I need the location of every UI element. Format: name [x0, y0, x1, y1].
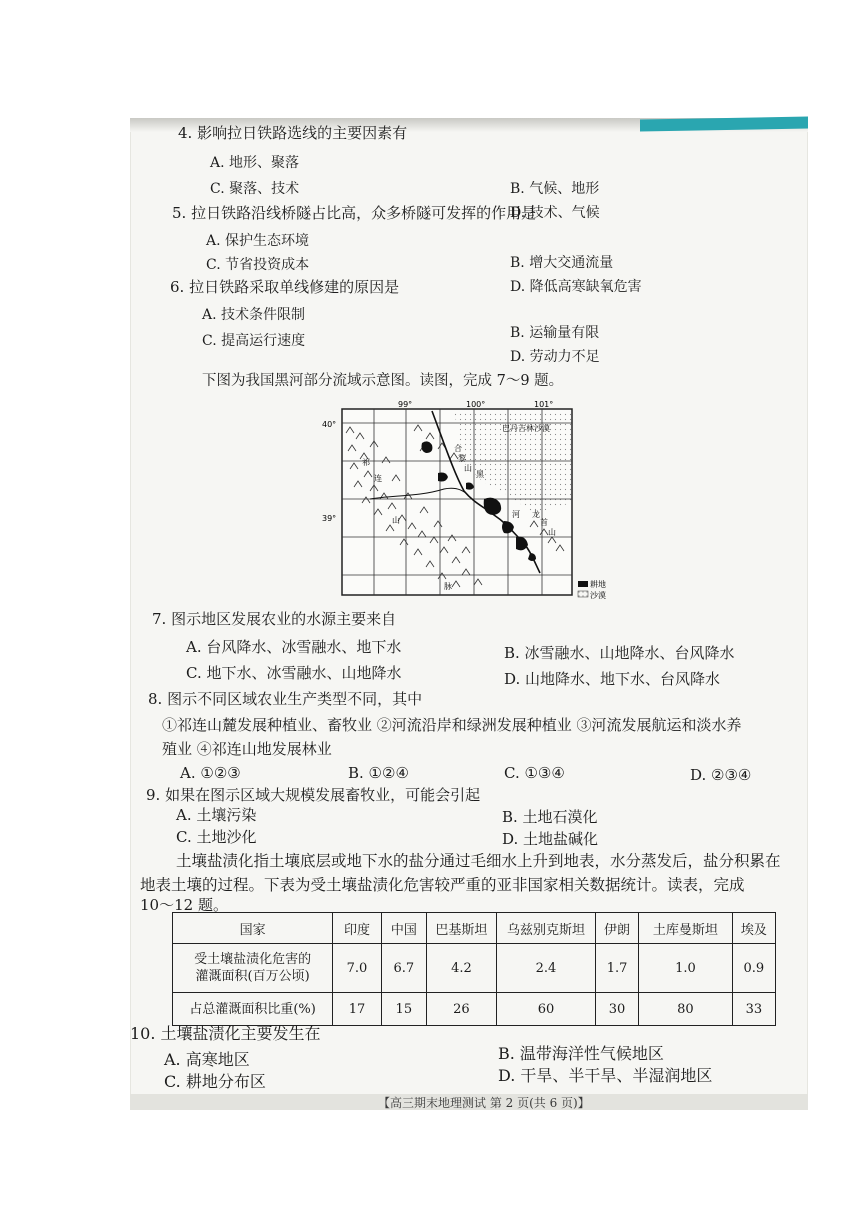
mountain-long-char-2: 首	[540, 518, 548, 527]
legend-farmland-label: 耕地	[590, 580, 606, 589]
q8-option-d: D. ②③④	[690, 766, 752, 784]
mountain-he-char-1: 合	[454, 444, 462, 453]
mountain-qi-char-3: 山	[392, 516, 400, 525]
q4-stem: 4. 影响拉日铁路选线的主要因素有	[178, 124, 408, 142]
table-intro-line1: 土壤盐渍化指土壤底层或地下水的盐分通过毛细水上升到地表，水分蒸发后，盐分积累在	[176, 852, 781, 870]
map-svg	[322, 400, 624, 601]
salinization-table	[172, 912, 776, 1026]
q9-option-c: C. 土地沙化	[176, 828, 257, 846]
q9-option-d: D. 土地盐碱化	[502, 830, 599, 848]
q8-statement-line2: 殖业 ④祁连山地发展林业	[162, 740, 332, 758]
q8-statement-line1: ①祁连山麓发展种植业、畜牧业 ②河流沿岸和绿洲发展种植业 ③河流发展航运和淡水养	[162, 716, 742, 734]
table-cell: 30	[595, 993, 638, 1026]
mountain-qi-char-1: 祁	[362, 458, 370, 467]
q4-option-b: B. 气候、地形	[510, 181, 600, 197]
q8-option-b: B. ①②④	[348, 764, 409, 782]
q10-option-b: B. 温带海洋性气候地区	[498, 1044, 664, 1063]
q8-stem: 8. 图示不同区域农业生产类型不同，其中	[148, 690, 423, 708]
q7-stem: 7. 图示地区发展农业的水源主要来自	[152, 610, 397, 628]
table-cell: 7.0	[333, 944, 382, 993]
table-cell: 2.4	[497, 944, 596, 993]
q5-option-b: B. 增大交通流量	[510, 255, 614, 271]
q5-option-a: A. 保护生态环境	[206, 233, 310, 249]
lon-label-101: 101°	[534, 400, 554, 409]
heihe-basin-map	[322, 400, 624, 601]
q10-option-c: C. 耕地分布区	[164, 1072, 266, 1091]
legend-farmland-swatch	[578, 581, 588, 587]
legend-desert-label: 沙漠	[590, 591, 606, 600]
legend-desert-swatch	[578, 591, 588, 597]
mountain-qi-char-4: 脉	[444, 582, 452, 591]
table-cell: 33	[732, 993, 775, 1026]
header-cell: 埃及	[732, 913, 775, 944]
table-cell: 0.9	[732, 944, 775, 993]
table-row	[173, 944, 776, 993]
q8-option-c: C. ①③④	[504, 764, 565, 782]
table-cell: 4.2	[426, 944, 496, 993]
table-row	[173, 993, 776, 1026]
header-cell: 土库曼斯坦	[639, 913, 733, 944]
q9-stem: 9. 如果在图示区域大规模发展畜牧业，可能会引起	[146, 786, 481, 804]
header-cell: 国家	[173, 913, 333, 944]
q6-option-a: A. 技术条件限制	[202, 307, 306, 323]
table-cell: 60	[497, 993, 596, 1026]
mountain-he-char-2: 黎	[458, 454, 466, 463]
q7-option-b: B. 冰雪融水、山地降水、台风降水	[504, 644, 735, 662]
header-cell: 巴基斯坦	[426, 913, 496, 944]
row-label-line: 灌溉面积(百万公顷)	[195, 969, 310, 984]
desert-label: 巴丹吉林沙漠	[502, 424, 550, 433]
q6-option-d: D. 劳动力不足	[510, 349, 600, 365]
q10-stem: 10. 土壤盐渍化主要发生在	[130, 1024, 321, 1043]
row-label: 占总灌溉面积比重(%)	[173, 993, 333, 1026]
row-label	[173, 944, 333, 993]
map-intro: 下图为我国黑河部分流域示意图。读图，完成 7～9 题。	[202, 373, 564, 389]
row-label-line: 受土壤盐渍化危害的	[194, 952, 312, 967]
q10-option-d: D. 干旱、半干旱、半湿润地区	[498, 1066, 713, 1085]
q7-option-c: C. 地下水、冰雪融水、山地降水	[186, 664, 402, 682]
table-cell: 26	[426, 993, 496, 1026]
lat-label-39: 39°	[322, 514, 337, 523]
table-cell: 1.7	[595, 944, 638, 993]
q5-option-d: D. 降低高寒缺氧危害	[510, 279, 642, 295]
q5-stem: 5. 拉日铁路沿线桥隧占比高，众多桥隧可发挥的作用是	[172, 204, 537, 222]
table-cell: 80	[639, 993, 733, 1026]
river-label-char-2: 河	[512, 510, 520, 519]
header-cell: 印度	[333, 913, 382, 944]
lat-label-40: 40°	[322, 420, 337, 429]
mountain-qi-char-2: 连	[374, 474, 382, 483]
q9-option-a: A. 土壤污染	[176, 806, 257, 824]
page-footer: 【高三期末地理测试 第 2 页(共 6 页)】	[378, 1096, 590, 1110]
table-intro-line2: 地表土壤的过程。下表为受土壤盐渍化危害较严重的亚非国家相关数据统计。读表，完成	[140, 876, 745, 894]
table-header-row	[173, 913, 776, 944]
q6-option-b: B. 运输量有限	[510, 325, 600, 341]
q9-option-b: B. 土地石漠化	[502, 808, 598, 826]
q4-option-a: A. 地形、聚落	[210, 155, 300, 171]
q4-option-d: D. 技术、气候	[510, 205, 600, 221]
q5-option-c: C. 节省投资成本	[206, 257, 310, 273]
mountain-he-char-3: 山	[464, 464, 472, 473]
q6-option-c: C. 提高运行速度	[202, 333, 306, 349]
header-cell: 伊朗	[595, 913, 638, 944]
lon-label-100: 100°	[466, 400, 486, 409]
header-cell: 中国	[381, 913, 426, 944]
header-cell: 乌兹别克斯坦	[497, 913, 596, 944]
q7-option-a: A. 台风降水、冰雪融水、地下水	[186, 638, 402, 656]
q7-option-d: D. 山地降水、地下水、台风降水	[504, 670, 721, 688]
table-cell: 15	[381, 993, 426, 1026]
mountain-long-char-1: 龙	[532, 510, 540, 519]
lon-label-99: 99°	[398, 400, 413, 409]
q4-option-c: C. 聚落、技术	[210, 181, 300, 197]
table-intro-line3: 10～12 题。	[140, 896, 228, 914]
river-label-char-1: 黑	[476, 470, 484, 479]
q8-option-a: A. ①②③	[180, 764, 241, 782]
q6-stem: 6. 拉日铁路采取单线修建的原因是	[170, 278, 400, 296]
table-cell: 1.0	[639, 944, 733, 993]
q10-option-a: A. 高寒地区	[164, 1050, 250, 1069]
table-cell: 17	[333, 993, 382, 1026]
mountain-long-char-3: 山	[548, 528, 556, 537]
table-cell: 6.7	[381, 944, 426, 993]
